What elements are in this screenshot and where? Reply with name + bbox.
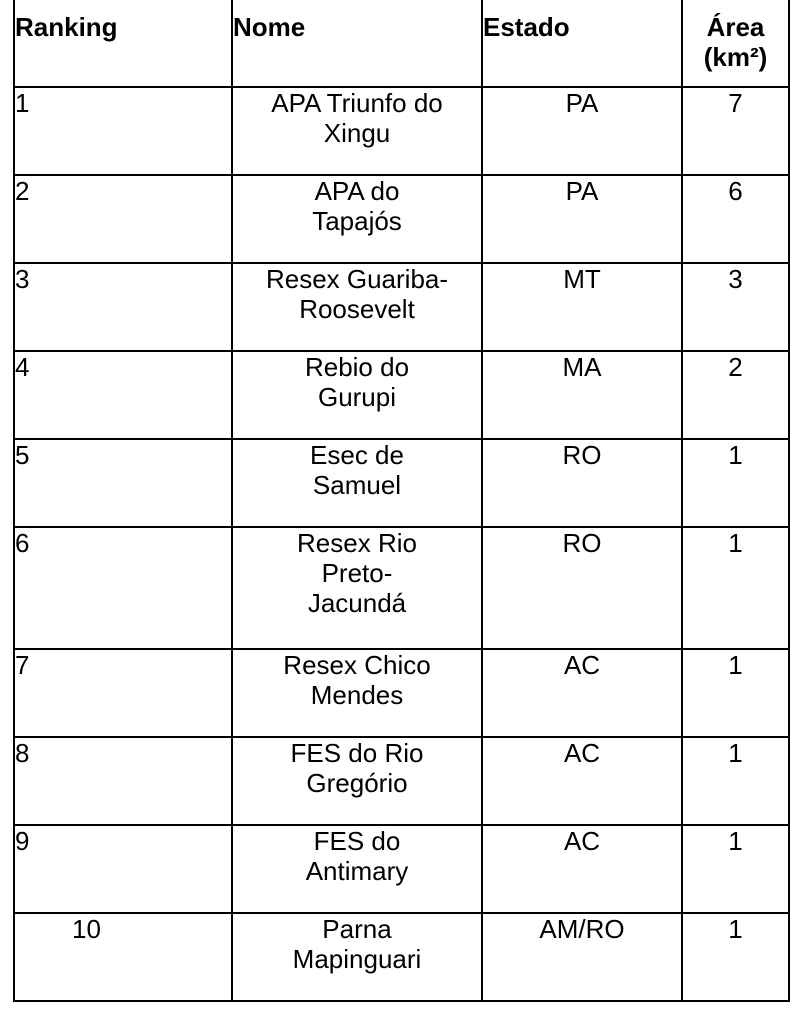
table-row <box>14 87 789 175</box>
name-text: Rebio do Gurupi <box>304 352 410 412</box>
rank-cell: 2 <box>14 175 232 263</box>
name-text: Parna Mapinguari <box>292 914 422 974</box>
area-cell: 1 <box>682 649 789 737</box>
table-header <box>14 0 789 87</box>
header-area-label: Área <box>706 12 765 42</box>
state-cell: MA <box>482 351 682 439</box>
name-text: FES do Antimary <box>305 826 409 886</box>
ranking-table <box>13 0 790 1002</box>
rank-cell: 9 <box>14 825 232 913</box>
header-area <box>682 0 789 87</box>
name-cell <box>232 825 482 913</box>
state-cell: AC <box>482 825 682 913</box>
name-cell <box>232 175 482 263</box>
header-nome: Nome <box>232 0 482 87</box>
rank-cell: 6 <box>14 527 232 649</box>
name-cell <box>232 87 482 175</box>
state-cell: RO <box>482 439 682 527</box>
rank-cell: 3 <box>14 263 232 351</box>
table-row <box>14 913 789 1001</box>
name-cell <box>232 913 482 1001</box>
header-estado: Estado <box>482 0 682 87</box>
name-text: FES do Rio Gregório <box>290 738 424 798</box>
name-cell <box>232 649 482 737</box>
name-cell <box>232 351 482 439</box>
table-row <box>14 263 789 351</box>
area-cell: 1 <box>682 439 789 527</box>
table-row <box>14 527 789 649</box>
name-text: APA do Tapajós <box>312 176 402 236</box>
rank-cell: 5 <box>14 439 232 527</box>
name-cell <box>232 263 482 351</box>
state-cell: MT <box>482 263 682 351</box>
table-row <box>14 737 789 825</box>
area-cell: 1 <box>682 737 789 825</box>
rank-cell: 10 <box>14 913 232 1001</box>
rank-cell: 1 <box>14 87 232 175</box>
area-cell: 3 <box>682 263 789 351</box>
header-ranking: Ranking <box>14 0 232 87</box>
name-cell <box>232 737 482 825</box>
table-row <box>14 175 789 263</box>
name-text: Resex Guariba-Roosevelt <box>265 264 449 324</box>
state-cell: AM/RO <box>482 913 682 1001</box>
name-cell <box>232 527 482 649</box>
name-text: Resex Rio Preto-Jacundá <box>297 528 417 618</box>
table-row <box>14 439 789 527</box>
table-row <box>14 825 789 913</box>
area-cell: 1 <box>682 825 789 913</box>
table-row <box>14 649 789 737</box>
area-cell: 6 <box>682 175 789 263</box>
name-text: APA Triunfo do Xingu <box>271 88 443 148</box>
rank-cell: 4 <box>14 351 232 439</box>
area-cell: 7 <box>682 87 789 175</box>
table-row <box>14 351 789 439</box>
state-cell: PA <box>482 175 682 263</box>
name-cell <box>232 439 482 527</box>
state-cell: PA <box>482 87 682 175</box>
header-row <box>14 0 789 87</box>
area-cell: 1 <box>682 913 789 1001</box>
header-area-unit: (km²) <box>703 42 768 72</box>
table-body <box>14 87 789 1001</box>
state-cell: RO <box>482 527 682 649</box>
rank-cell: 7 <box>14 649 232 737</box>
area-cell: 1 <box>682 527 789 649</box>
rank-cell: 8 <box>14 737 232 825</box>
area-cell: 2 <box>682 351 789 439</box>
state-cell: AC <box>482 649 682 737</box>
state-cell: AC <box>482 737 682 825</box>
name-text: Esec de Samuel <box>310 440 404 500</box>
name-text: Resex Chico Mendes <box>283 650 431 710</box>
